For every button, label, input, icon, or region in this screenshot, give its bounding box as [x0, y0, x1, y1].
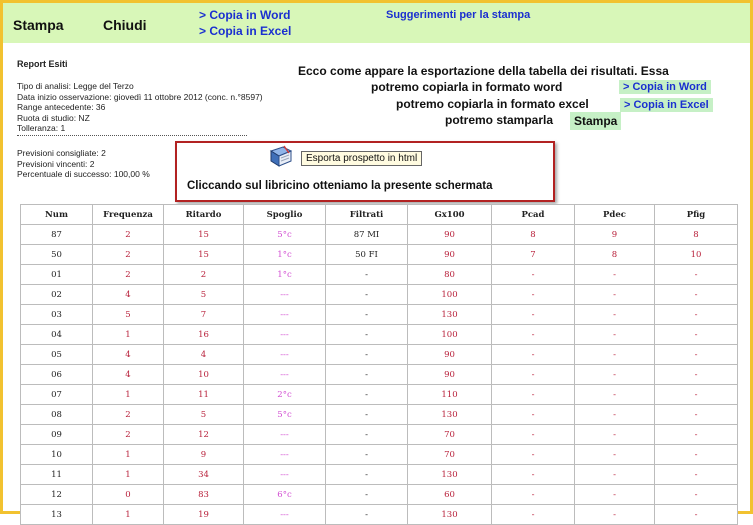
cell-pcad: - — [492, 285, 575, 305]
col-header-pdec: Pdec — [575, 205, 655, 225]
cell-pfig: - — [655, 345, 738, 365]
cell-num: 13 — [21, 505, 93, 525]
chiudi-button[interactable]: Chiudi — [103, 17, 147, 33]
cell-num: 05 — [21, 345, 93, 365]
copia-word-link[interactable]: > Copia in Word — [199, 8, 291, 22]
cell-pdec: - — [575, 365, 655, 385]
table-row — [21, 285, 738, 305]
cell-filtrati: - — [326, 405, 408, 425]
cell-num: 02 — [21, 285, 93, 305]
col-header-pfig: Pfig — [655, 205, 738, 225]
cell-gx100: 90 — [408, 225, 492, 245]
separator-line — [17, 135, 247, 136]
cell-num: 11 — [21, 465, 93, 485]
cell-pfig: - — [655, 445, 738, 465]
cell-frequenza: 1 — [93, 505, 164, 525]
cell-pdec: - — [575, 405, 655, 425]
cell-ritardo: 2 — [164, 265, 244, 285]
col-header-ritardo: Ritardo — [164, 205, 244, 225]
note-line-3: potremo copiarla in formato excel — [396, 97, 589, 111]
cell-pfig: - — [655, 425, 738, 445]
report-title: Report Esiti — [17, 59, 68, 69]
cell-pcad: - — [492, 425, 575, 445]
table-row — [21, 325, 738, 345]
cell-ritardo: 5 — [164, 285, 244, 305]
cell-pcad: - — [492, 505, 575, 525]
cell-pcad: - — [492, 385, 575, 405]
table-row — [21, 425, 738, 445]
table-row — [21, 305, 738, 325]
export-tooltip: Esporta prospetto in html — [301, 151, 422, 166]
cell-pfig: - — [655, 385, 738, 405]
cell-frequenza: 1 — [93, 385, 164, 405]
report-info — [17, 81, 263, 134]
cell-ritardo: 11 — [164, 385, 244, 405]
cell-ritardo: 19 — [164, 505, 244, 525]
cell-spoglio: --- — [244, 425, 326, 445]
cell-num: 09 — [21, 425, 93, 445]
cell-frequenza: 2 — [93, 405, 164, 425]
table-row — [21, 405, 738, 425]
cell-pfig: - — [655, 485, 738, 505]
cell-gx100: 90 — [408, 345, 492, 365]
stat-percentuale: Percentuale di successo: 100,00 % — [17, 169, 150, 180]
cell-pdec: - — [575, 305, 655, 325]
cell-ritardo: 15 — [164, 245, 244, 265]
cell-filtrati: - — [326, 465, 408, 485]
cell-spoglio: 6°c — [244, 485, 326, 505]
info-data-inizio: Data inizio osservazione: giovedì 11 ottobre 2012 (conc. n.°8597) — [17, 91, 263, 102]
cell-pcad: - — [492, 365, 575, 385]
cell-filtrati: 50 FI — [326, 245, 408, 265]
cell-gx100: 70 — [408, 425, 492, 445]
cell-spoglio: 5°c — [244, 225, 326, 245]
table-row — [21, 345, 738, 365]
cell-gx100: 100 — [408, 285, 492, 305]
cell-pcad: 8 — [492, 225, 575, 245]
cell-frequenza: 5 — [93, 305, 164, 325]
col-header-frequenza: Frequenza — [93, 205, 164, 225]
cell-ritardo: 9 — [164, 445, 244, 465]
cell-gx100: 130 — [408, 405, 492, 425]
cell-spoglio: --- — [244, 465, 326, 485]
cell-pfig: - — [655, 325, 738, 345]
cell-frequenza: 4 — [93, 345, 164, 365]
table-header-row — [21, 205, 738, 225]
cell-gx100: 130 — [408, 305, 492, 325]
cell-num: 06 — [21, 365, 93, 385]
suggerimenti-link[interactable]: Suggerimenti per la stampa — [386, 9, 531, 21]
cell-filtrati: - — [326, 285, 408, 305]
callout-text: Cliccando sul libricino otteniamo la presente schermata — [187, 180, 493, 192]
cell-gx100: 70 — [408, 445, 492, 465]
cell-num: 50 — [21, 245, 93, 265]
stampa-button[interactable]: Stampa — [13, 17, 64, 33]
table-row — [21, 365, 738, 385]
cell-pdec: 8 — [575, 245, 655, 265]
cell-spoglio: 1°c — [244, 245, 326, 265]
export-callout — [175, 141, 555, 202]
cell-num: 04 — [21, 325, 93, 345]
cell-spoglio: --- — [244, 325, 326, 345]
cell-gx100: 80 — [408, 265, 492, 285]
cell-filtrati: - — [326, 345, 408, 365]
cell-spoglio: --- — [244, 345, 326, 365]
col-header-num: Num — [21, 205, 93, 225]
cell-filtrati: - — [326, 325, 408, 345]
cell-pcad: - — [492, 305, 575, 325]
cell-pdec: - — [575, 325, 655, 345]
info-ruota: Ruota di studio: NZ — [17, 112, 90, 123]
cell-num: 07 — [21, 385, 93, 405]
book-icon[interactable] — [269, 145, 293, 167]
cell-pcad: - — [492, 465, 575, 485]
info-range: Range antecedente: 36 — [17, 102, 106, 113]
cell-filtrati: - — [326, 385, 408, 405]
note-line-4: potremo stamparla — [445, 113, 554, 127]
cell-frequenza: 0 — [93, 485, 164, 505]
cell-gx100: 90 — [408, 365, 492, 385]
cell-frequenza: 2 — [93, 245, 164, 265]
cell-gx100: 130 — [408, 465, 492, 485]
note-line-2: potremo copiarla in formato word — [371, 80, 563, 94]
note-line-1: Ecco come appare la esportazione della tabella dei risultati. Essa — [298, 64, 669, 78]
cell-pdec: - — [575, 485, 655, 505]
note-excel-badge: > Copia in Excel — [620, 98, 713, 112]
col-header-filtrati: Filtrati — [326, 205, 408, 225]
cell-ritardo: 16 — [164, 325, 244, 345]
cell-pfig: 10 — [655, 245, 738, 265]
cell-spoglio: --- — [244, 365, 326, 385]
cell-spoglio: 5°c — [244, 405, 326, 425]
copia-excel-link[interactable]: > Copia in Excel — [199, 24, 292, 38]
cell-frequenza: 2 — [93, 265, 164, 285]
note-word-badge: > Copia in Word — [619, 80, 711, 94]
cell-pcad: - — [492, 265, 575, 285]
cell-ritardo: 10 — [164, 365, 244, 385]
cell-pfig: - — [655, 465, 738, 485]
stat-consigliate: Previsioni consigliate: 2 — [17, 148, 106, 158]
cell-pcad: - — [492, 325, 575, 345]
cell-gx100: 100 — [408, 325, 492, 345]
cell-ritardo: 15 — [164, 225, 244, 245]
cell-pcad: - — [492, 405, 575, 425]
table-row — [21, 485, 738, 505]
table-row — [21, 265, 738, 285]
cell-pdec: - — [575, 345, 655, 365]
table-row — [21, 465, 738, 485]
cell-frequenza: 1 — [93, 325, 164, 345]
cell-gx100: 130 — [408, 505, 492, 525]
stat-vincenti: Previsioni vincenti: 2 — [17, 158, 95, 169]
cell-filtrati: - — [326, 365, 408, 385]
cell-ritardo: 4 — [164, 345, 244, 365]
cell-gx100: 60 — [408, 485, 492, 505]
col-header-gx100: Gx100 — [408, 205, 492, 225]
cell-ritardo: 83 — [164, 485, 244, 505]
cell-spoglio: --- — [244, 505, 326, 525]
results-table — [20, 204, 738, 525]
cell-pfig: - — [655, 305, 738, 325]
cell-num: 12 — [21, 485, 93, 505]
cell-filtrati: - — [326, 445, 408, 465]
cell-frequenza: 2 — [93, 225, 164, 245]
cell-gx100: 90 — [408, 245, 492, 265]
report-stats — [17, 148, 150, 180]
cell-pcad: 7 — [492, 245, 575, 265]
cell-gx100: 110 — [408, 385, 492, 405]
cell-pdec: - — [575, 265, 655, 285]
cell-filtrati: - — [326, 505, 408, 525]
cell-frequenza: 4 — [93, 285, 164, 305]
table-row — [21, 245, 738, 265]
cell-pfig: - — [655, 285, 738, 305]
cell-filtrati: 87 MI — [326, 225, 408, 245]
cell-pdec: - — [575, 465, 655, 485]
cell-num: 10 — [21, 445, 93, 465]
cell-pcad: - — [492, 445, 575, 465]
cell-filtrati: - — [326, 425, 408, 445]
info-tipo-analisi: Tipo di analisi: Legge del Terzo — [17, 81, 134, 91]
cell-filtrati: - — [326, 305, 408, 325]
cell-spoglio: 2°c — [244, 385, 326, 405]
table-row — [21, 445, 738, 465]
cell-pcad: - — [492, 485, 575, 505]
cell-pdec: - — [575, 445, 655, 465]
cell-num: 01 — [21, 265, 93, 285]
cell-ritardo: 7 — [164, 305, 244, 325]
cell-pdec: - — [575, 385, 655, 405]
cell-filtrati: - — [326, 485, 408, 505]
info-tolleranza: Tolleranza: 1 — [17, 123, 66, 134]
cell-ritardo: 5 — [164, 405, 244, 425]
cell-frequenza: 1 — [93, 465, 164, 485]
cell-filtrati: - — [326, 265, 408, 285]
cell-pdec: - — [575, 425, 655, 445]
cell-pfig: - — [655, 365, 738, 385]
cell-spoglio: 1°c — [244, 265, 326, 285]
cell-num: 03 — [21, 305, 93, 325]
table-row — [21, 225, 738, 245]
cell-pdec: - — [575, 285, 655, 305]
toolbar — [3, 3, 750, 43]
cell-frequenza: 1 — [93, 445, 164, 465]
cell-pfig: - — [655, 405, 738, 425]
cell-num: 87 — [21, 225, 93, 245]
cell-pfig: 8 — [655, 225, 738, 245]
cell-pcad: - — [492, 345, 575, 365]
cell-pdec: - — [575, 505, 655, 525]
cell-ritardo: 34 — [164, 465, 244, 485]
col-header-pcad: Pcad — [492, 205, 575, 225]
cell-num: 08 — [21, 405, 93, 425]
table-row — [21, 505, 738, 525]
cell-spoglio: --- — [244, 445, 326, 465]
table-row — [21, 385, 738, 405]
col-header-spoglio: Spoglio — [244, 205, 326, 225]
cell-spoglio: --- — [244, 305, 326, 325]
cell-frequenza: 4 — [93, 365, 164, 385]
cell-spoglio: --- — [244, 285, 326, 305]
cell-pdec: 9 — [575, 225, 655, 245]
note-stampa-badge: Stampa — [570, 112, 621, 130]
cell-ritardo: 12 — [164, 425, 244, 445]
cell-pfig: - — [655, 265, 738, 285]
cell-pfig: - — [655, 505, 738, 525]
cell-frequenza: 2 — [93, 425, 164, 445]
